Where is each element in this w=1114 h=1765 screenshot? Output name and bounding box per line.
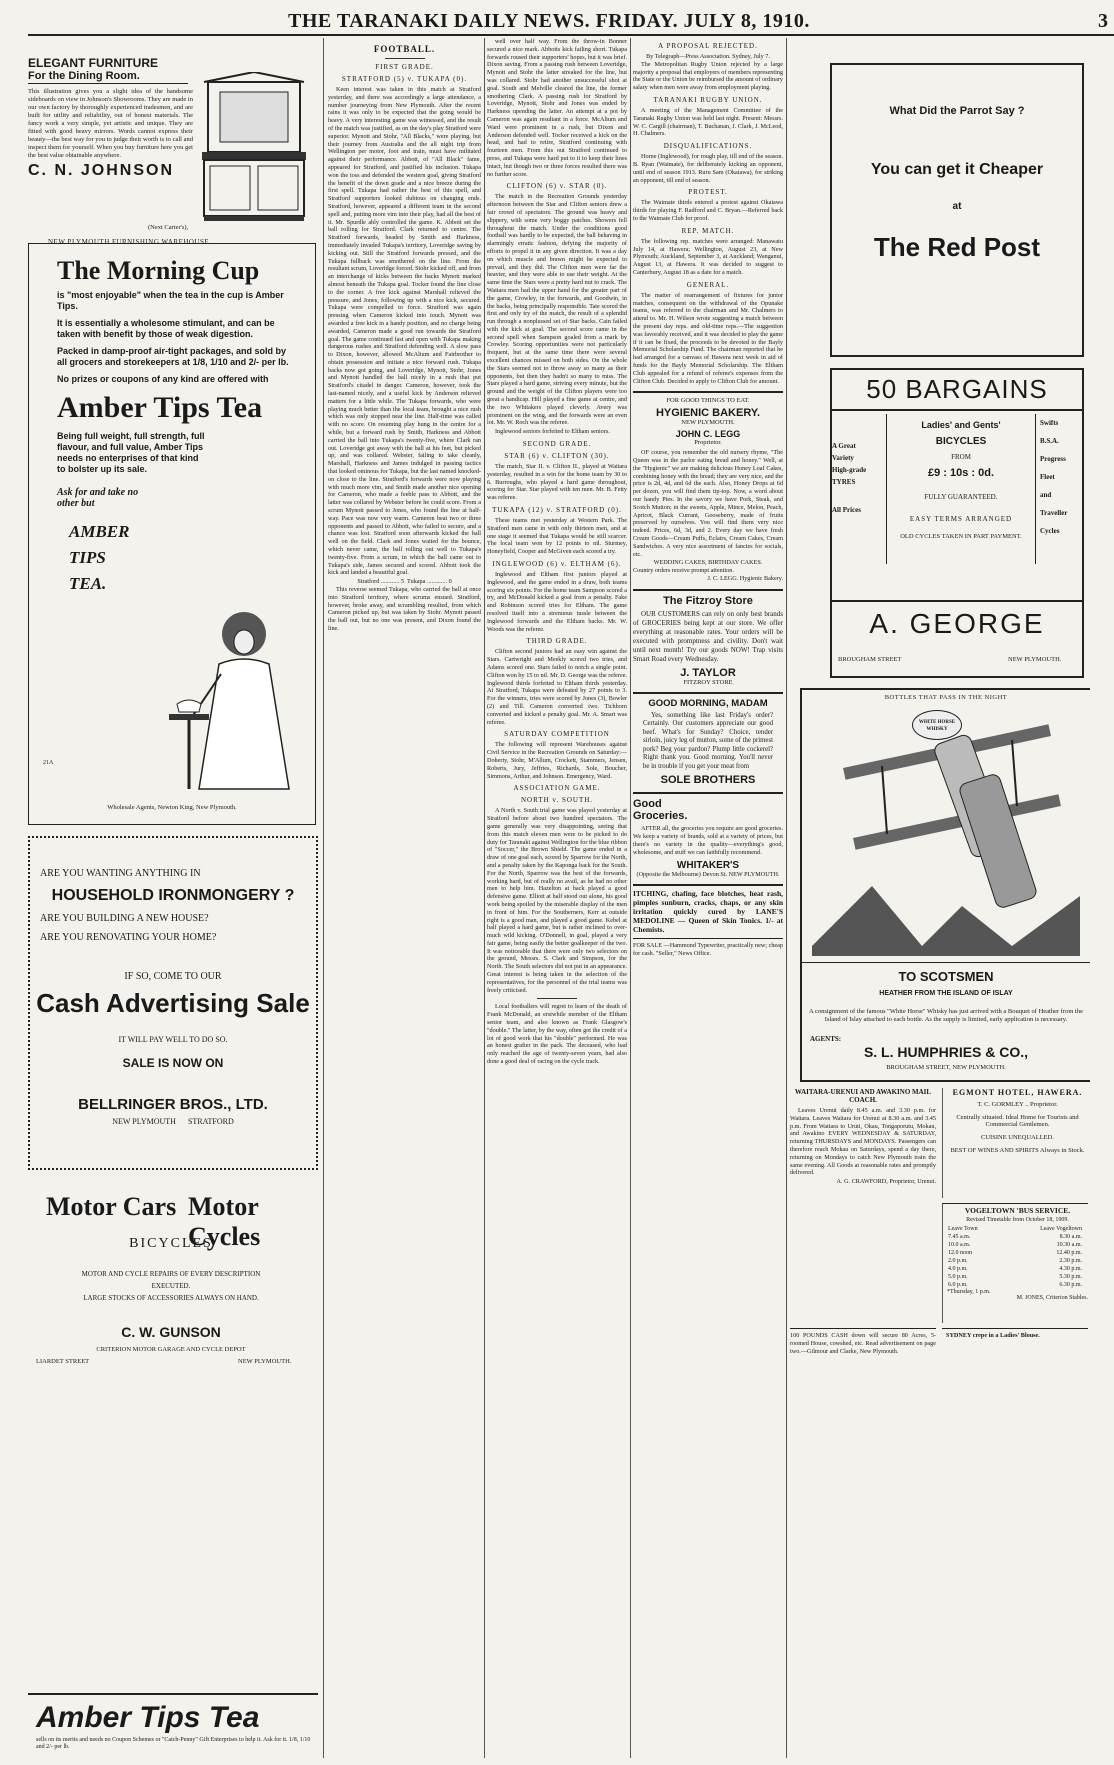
iron-sale-heading: Cash Advertising Sale <box>36 988 310 1018</box>
whitakers-advert <box>633 792 783 878</box>
bakery-advert <box>633 391 783 583</box>
hotel-line-2: CUISINE UNEQUALLED. <box>981 1134 1054 1141</box>
bus-time-out: 2.0 p.m. <box>948 1258 968 1264</box>
table-row <box>947 1273 1083 1281</box>
rep-match-heading: REP. MATCH. <box>681 226 735 235</box>
bakery-top: FOR GOOD THINGS TO EAT. <box>666 397 750 405</box>
property-advert <box>790 1328 936 1355</box>
blouse-text: SYDNEY crepe in a Ladies' Blouse. <box>946 1332 1040 1339</box>
bakery-town: NEW PLYMOUTH. <box>681 419 735 427</box>
rugby-union-heading: TARANAKI RUGBY UNION. <box>653 95 763 104</box>
tea-ask: Ask for and take no other but <box>57 487 139 509</box>
obituary-note: Local footballers will regret to learn of the death of Frank McDonald, an erstwhile member of the Eltham senior team, and also known as Frank Glasgow's "double." The latter, by the way, often got the credit of a lot of good work that his "double" performed. He was an honest grafter in the pack. The deceased, who had only reached the age of twenty-seven years, had also done a good deal of racing on the cycle track. <box>487 1003 627 1066</box>
whisky-top: BOTTLES THAT PASS IN THE NIGHT <box>884 694 1008 701</box>
motor-line-2: EXECUTED. <box>151 1282 191 1290</box>
fitzroy-heading: The Fitzroy Store <box>663 594 753 607</box>
forfeit-note: Inglewood seniors forfeited to Eltham seniors. <box>495 428 610 436</box>
bargains-left-list <box>832 414 884 516</box>
motor-line-3: LARGE STOCKS OF ACCESSORIES ALWAYS ON HAND. <box>83 1294 259 1302</box>
furniture-merchant: C. N. JOHNSON <box>28 162 175 179</box>
bargains-right-2: B.S.A. <box>1040 437 1059 445</box>
motor-line-1: MOTOR AND CYCLE REPAIRS OF EVERY DESCRIPTION <box>81 1270 261 1278</box>
star-clifton-heading: STAR (6) v. CLIFTON (30). <box>504 452 610 461</box>
bargains-right-7: Cycles <box>1040 527 1060 535</box>
whisky-subheading: HEATHER FROM THE ISLAND OF ISLAY <box>879 990 1013 997</box>
whit-body: AFTER all, the groceries you require are good groceries. We keep a variety of brands, sold at a variety of prices, but there's no variety in the quality—everything's good, wholesome, and stuff we can faithfully recommend. <box>633 825 783 856</box>
whisky-label: WHITE HORSE WHISKY <box>912 710 962 740</box>
whisky-agents: AGENTS: <box>810 1035 842 1043</box>
bargains-left-3: High-grade <box>832 466 867 474</box>
motor-advert <box>28 1188 314 1378</box>
bargains-left-1: A Great <box>832 442 856 450</box>
tea-para-1: is "most enjoyable" when the tea in the cup is Amber Tips. <box>57 290 284 311</box>
bus-time-back: 4.30 p.m. <box>1059 1266 1082 1272</box>
madam-advert <box>633 692 783 787</box>
bargains-left-2: Variety <box>832 454 854 462</box>
second-grade-heading: SECOND GRADE. <box>522 440 592 449</box>
football-heading: FOOTBALL. <box>373 44 436 54</box>
bargains-left-4: TYRES <box>832 478 856 486</box>
forsale-text: FOR SALE —Hammond Typewriter, practically new; cheap for cash. "Seller," News Office. <box>633 942 783 958</box>
bakery-wedding: WEDDING CAKES, BIRTHDAY CAKES. <box>653 559 763 567</box>
stratford-tukapa-heading: STRATFORD (5) v. TUKAPA (0). <box>341 75 468 83</box>
bus-time-out: 10.0 a.m. <box>948 1242 971 1248</box>
bargains-right-list <box>1040 414 1082 540</box>
bargains-terms: EASY TERMS ARRANGED <box>909 515 1013 523</box>
page-number: 3 <box>1098 10 1108 32</box>
iron-line-3: ARE YOU BUILDING A NEW HOUSE? <box>40 913 209 924</box>
inglewood-eltham-heading: INGLEWOOD (6) v. ELTHAM (6). <box>492 560 622 569</box>
bargains-town: NEW PLYMOUTH. <box>1008 656 1062 663</box>
hotel-proprietor: T. C. GORMLEY .. Proprietor. <box>977 1101 1058 1108</box>
bus-subheading: Revised Timetable from October 18, 1909. <box>966 1217 1069 1223</box>
itch-text: ITCHING, chafing, face blotches, heat rash, pimples sunburn, cracks, chaps, or any skin irritation quickly cured by LANE'S MEDOLINE — Queen of Skin Tonics. 1/- at Chemists. <box>633 889 783 935</box>
first-grade-heading: FIRST GRADE. <box>375 63 434 71</box>
hotel-advert <box>942 1088 1088 1198</box>
table-row <box>947 1257 1083 1265</box>
bargains-guarantee: FULLY GUARANTEED. <box>924 493 998 501</box>
iron-line-1: ARE YOU WANTING ANYTHING IN <box>40 868 201 879</box>
table-row <box>947 1281 1083 1289</box>
bus-heading: VOGELTOWN 'BUS SERVICE. <box>964 1206 1071 1215</box>
iron-line-2: HOUSEHOLD IRONMONGERY ? <box>51 887 295 904</box>
bakery-country: Country orders receive prompt attention. <box>633 567 734 575</box>
north-south-report: A North v. South trial game was played yesterday at Stratford before about two hundred spectators. The game generally was very disappointing, seeing that from this match eleven men were to be picked to do duty for Taranaki against Wellington for the blue ribbon of "Soccer," the Brown Shield. The game ended in a draw of one goal each, scored by Sparrow for the North, and a penalty taken by the Kaponga back for the South. For the North, Sparrow was the best of the forwards, working hard, but of really no avail, as he had no other men to help him. Hazelton at back played a good defensive game. Elliott at half stood out alone, his good work being spoiled by the miserable display of the men in front of him. For the Southerners, Kerr at outside right is a good man, and played a good game. Kebel at half played a hard game, but is rather inclined to over-much wild kicking. O'Donnell, in goal, played a very fair game, being easily the better goalkeeper of the two. It was noticeable that there were only two selectors on the ground, Messrs. S. Clark and Simpson, for the North. The South selectors did not put in an appearance. Great interest is being taken in the selection of the representatives, for the personnel of the trial teams was freely criticised. <box>487 807 627 994</box>
motor-line-5: CRITERION MOTOR GARAGE AND CYCLE DEPOT <box>96 1346 246 1353</box>
newspaper-title: THE TARANAKI DAILY NEWS. FRIDAY. JULY 8, 1910. <box>288 10 810 32</box>
rugby-news-column <box>633 38 783 1758</box>
column-rule <box>630 38 631 1758</box>
proposal-report: The Metropolitan Rugby Union rejected by a large majority a proposal that employers of members representing the State or the Union be reimbursed the amount of ordinary salary when men were away from employment playing. <box>633 60 783 92</box>
madam-name: SOLE BROTHERS <box>660 774 756 787</box>
motor-street: LIARDET STREET <box>36 1358 90 1365</box>
whisky-advert <box>800 688 1090 1082</box>
bus-sign: M. JONES, Criterion Stables. <box>1016 1295 1088 1301</box>
biplane-whisky-illustration-icon <box>812 706 1080 956</box>
coach-advert <box>790 1088 936 1318</box>
disqualifications-heading: DISQUALIFICATIONS. <box>663 142 753 151</box>
disqualifications-report: Horne (Inglewood), for rough play, till end of the season. B. Ryan (Waimate), for deliberately kicking an opponent, until end of season 1913. Ruru Sam (Okaiawa), for striking an opponent, till end of season. <box>633 153 783 184</box>
table-row <box>947 1249 1083 1257</box>
bargains-from: FROM <box>951 453 971 461</box>
dateline: By Telegraph—Press Association. Sydney, July 7. <box>646 53 770 60</box>
bus-time-back: 6.30 p.m. <box>1059 1282 1082 1288</box>
tea-brand: Amber Tips Tea <box>57 391 263 424</box>
column-rule <box>786 38 787 1758</box>
motor-cycles-heading: Motor Cycles <box>188 1192 261 1251</box>
bargains-price: £9 : 10s : 0d. <box>927 467 995 479</box>
ironmongery-advert <box>28 836 318 1170</box>
clifton-star-heading: CLIFTON (6) v. STAR (0). <box>506 182 608 191</box>
protest-heading: PROTEST. <box>688 188 728 197</box>
blouse-advert <box>942 1328 1088 1340</box>
table-row <box>947 1241 1083 1249</box>
whisky-merchant: S. L. HUMPHRIES & CO., <box>863 1044 1029 1060</box>
hotel-line-1: Centrally situated. Ideal Home for Tourists and Commercial Gentlemen. <box>956 1114 1079 1128</box>
forsale-advert <box>633 938 783 958</box>
column-rule <box>323 38 324 1758</box>
bus-time-back: 5.30 p.m. <box>1059 1274 1082 1280</box>
bus-timetable <box>947 1225 1083 1289</box>
match-score: Stratford ............ 5 Tukapa ............. 0 <box>357 578 452 586</box>
bargains-sub-2: BICYCLES <box>935 436 987 447</box>
bargains-right-4: Fleet <box>1040 473 1055 481</box>
sideboard-illustration-icon <box>198 72 310 222</box>
parrot-line-3: at <box>952 201 962 212</box>
bus-time-out: 12.0 noon <box>948 1250 972 1256</box>
coach-body: Leaves Urenui daily 8.45 a.m. and 3.30 p.m. for Waitara. Leaves Waitara for Urenui at 8.30 a.m. and 3.45 p.m. From Waitara to Uruti, Okau, Tongaporutu, Mokau, and Awakino EVERY WEDNESDAY & SATURDAY, returning THURSDAYS and MONDAYS. Passengers can therefore reach Mokau on Saturdays, spend a day there, returning on Mondays to catch New Plymouth train the same evening. All Goods at reasonable rates and promptly delivered. <box>790 1107 936 1177</box>
fitzroy-body: OUR CUSTOMERS can rely on only best brands of GROCERIES being kept at our store. We offer everything at reasonable rates. Your orders will be executed with promptness and civility. Don't wait until next month! Try our goods NOW! Trap visits Smart Road every Wednesday. <box>633 609 783 663</box>
bargains-old: OLD CYCLES TAKEN IN PART PAYMENT. <box>900 533 1022 540</box>
table-row <box>947 1265 1083 1273</box>
tea-para-2: It is essentially a wholesome stimulant, and can be taken with benefit by those of weak digestion. <box>57 318 275 339</box>
bargains-right-1: Swifts <box>1040 419 1059 427</box>
col3-report-1: well over half way. From the throw-in Bonner secured a nice mark. Abbotts kick failing short. Tukapa forwards roused their supporters' hopes, but it was brief. Dixon saving. From a passing rush between Loveridge, Mynott and Stohr the latter streaked for the line, but was collared. Stohr had another unsuccessful shot at goal. South and Melville cleared the line, the former smothering Clark. A passing rush for Stratford by Loveridge, Mynott, Stohr and Jones was ended by Harkness upending the latter. An attempt at a pot by Cameron was again resultant in a force. McAlium and Ward were prominent in a rush, but Dixon and Anderson defended well. Tocker received a kick on the head, and had to retire, Stratford continuing with fourteen men. From this out Stratford continued to press, and Tukapa were hard put to it to keep their lines intact, but though two or three forces resulted there was no further score. <box>487 38 627 178</box>
bus-time-back: 12.40 p.m. <box>1056 1250 1082 1256</box>
motor-bicycles: BICYCLES <box>129 1236 213 1251</box>
lady-with-teacup-illustration-icon <box>159 604 309 794</box>
bargains-sub-1: Ladies' and Gents' <box>921 420 1001 430</box>
iron-line-4: ARE YOU RENOVATING YOUR HOME? <box>40 932 217 943</box>
tea-side-block <box>69 519 315 597</box>
rep-match-report: The following rep. matches were arranged: Manawatu July 14, at Hawera; Wellington, August 23, at New Plymouth; Auckland, September 3, at Auckland; Wanganui, August 13, at Hawera. It was decided to suggest to Canterbury, August 18 as a date for a match. <box>633 237 783 276</box>
column-rule <box>484 38 485 1758</box>
bargains-merchant: A. GEORGE <box>832 600 1082 640</box>
coach-heading: WAITARA-URENUI AND AWAKINO MAIL COACH. <box>794 1088 932 1104</box>
bargains-right-6: Traveller <box>1040 509 1068 517</box>
bargains-advert <box>830 368 1084 678</box>
bus-time-out: 5.0 p.m. <box>948 1274 968 1280</box>
bus-time-back: 10.30 a.m. <box>1056 1242 1082 1248</box>
property-text: 100 POUNDS CASH down will secure 80 Acres, 5-roomed House, cowshed, etc. Read advertisement on page two.—Gilmour and Clarke, New Plymouth. <box>790 1332 936 1355</box>
whisky-body: A consignment of the famous "White Horse" Whisky has just arrived with a Bouquet of Heather from the Island of Islay attached to each bottle. As the supply is limited, early application is necessary. <box>809 1008 1083 1023</box>
whit-heading-2: Groceries. <box>633 810 688 823</box>
proposal-heading: A PROPOSAL REJECTED. <box>658 42 758 50</box>
tea-para-3: Packed in damp-proof air-tight packages, and sold by all grocers and storekeepers at 1/8, 1/10 and 2/- per lb. <box>57 346 289 367</box>
bus-col-1: Leave Town <box>948 1226 978 1232</box>
masthead <box>28 8 1114 36</box>
hotel-line-3: BEST OF WINES AND SPIRITS Always in Stock. <box>950 1147 1085 1154</box>
third-grade-report: Clifton second juniors had an easy win against the Stars. Cartwright and Meekly scored two tries, and Adams scored one. Stars failed to notch a single point. Clifton won by 15 to nil. Mr. D. George was the referee. Inglewood thirds forfeited to Eltham thirds yesterday. At Stratford, Tukapa were defeated by 27 points to 3. For the winners, tries were scored by Jones (3), Bowler (2) and Till. Cameron converted two. Tichborn converted and kicked a penalty goal. Mr. A. Smart was referee. <box>487 648 627 726</box>
protest-report: The Waimate thirds entered a protest against Okaiawa thirds for playing F. Radford and C. Bryan.—Referred back to the Waimate Club for proof. <box>633 199 783 222</box>
whisky-address: BROUGHAM STREET, NEW PLYMOUTH. <box>886 1064 1006 1071</box>
furniture-advert <box>28 56 318 256</box>
madam-body: Yes, something like last Friday's order? Certainly. Our customers appreciate our good beef. What's for Sunday? Choice, tender sirloin, juicy leg of mutton, some of the primest pork? Beg your pardon? Plump little cockerel? Right thank you. Good morning. You'll never be in trouble if you get your meat from <box>643 711 773 770</box>
parrot-line-2: You can get it Cheaper <box>870 161 1044 178</box>
iron-merchant: BELLRINGER BROS., LTD. <box>78 1096 268 1113</box>
coach-sign: A. G. CRAWFORD, Proprietor, Urenui. <box>836 1178 936 1186</box>
bus-advert <box>942 1203 1088 1323</box>
bargains-street: BROUGHAM STREET <box>838 656 902 663</box>
bakery-sign: J. C. LEGG. Hygienic Bakery. <box>707 575 783 583</box>
furniture-body: This illustration gives you a slight idea of the handsome sideboards on view in Johnson's Showrooms. They are made in our own factory by thoroughly experienced tradesmen, and are built for utility and reliability, out of honest materials. The fancy work a very simple, yet artistic and unique. They are fitted with good heavy mirrors. Words cannot express their beauty—the best way for you to judge their worth is to call and inspect them for yourself. When you buy furniture here you get the best value obtainable anywhere. <box>28 88 193 159</box>
iron-line-5: IF SO, COME TO OUR <box>124 971 222 982</box>
bargains-right-5: and <box>1040 491 1052 499</box>
bakery-proprietor-title: Proprietor. <box>694 439 722 447</box>
football-column-continued <box>487 38 627 1758</box>
whit-name: WHITAKER'S <box>676 859 740 871</box>
stratford-tukapa-report: Keen interest was taken in this match at Stratford yesterday, and there was accordingly a large attendance, a number journeying from New Plymouth. After the recent rains it was only to be expected that the going would be heavy. A very interesting game was witnessed, and the result of the match was justified, as on the day's play Stratford were superior. Mynott and Stohr, "All Blacks," were playing, but their journey from Australia and the all night trip from Wellington per motor, foot and train, must have militated against their performance. Abbott, of "All Black" fame, appeared for Stratford, and justified his inclusion. Tukapa won the toss and defended the western goal, giving Stratford the benefit of the down grade and a nice breeze during the first spell. Tukapa had rather the best of this spell, and Stratford supporters looked dubious on changing ends. Stratford, however, appeared a different team in the second spell and, putting more vim into their play, had all the best of it. Mr. Spurdle ably controlled the game. K. Abbott set the ball rolling for Stratford. Clark returned to centre. The Stratford forwards, headed by Smith and Harkness, immediately invaded Tukapa's territory, Loveridge saving by kicking out. Still the Stratford forwards pressed, and the Tukapa fullback was smothered on the line. From the resultant scrum, Loveridge forced. Stohr kicked off, and from an interchange of kicks between the backs Mynott marked almost beneath the Tukapa goal. Tocker found the line close to the corner. A free kick against Marshall relieved the pressure, and Jones, following up with a nice kick, secured. Tukapa were compelled to force. Stratford was again pressing when Cameron kicked into touch. Mynott was awarded a free kick in a handy position, and no charge being awarded, Cameron made a good run towards the Stratford goal. The game continued fast and open with Tukapa making dangerous rushes and Stratford defending well. A slow pass to Dixon, however, allowed McAlium and Fairbrother to obtain possession and initiate a nice forward rush. Tukapa backs now got going, and Loveridge, Mynott, Stohr, Jones and Mynott handled the ball nicely in a rush that put Stratford's citadel in danger. Cameron, however, took the last-named nicely, and a useful kick by Anderson relieved matters for a little while. The Tukapa forwards, who were playing much better than the local team, brought a nice rush which was only stopped near the line. Half-time was called with no score. On resuming play hung in the centre for a while, but a forward rush by Smith, Harkness and Abbott carried the ball into Tukapa's twenty-five, where Clark ran out. Loveridge got away with the ball at his feet, but picked up, and was collared. Webster, failing to take cleanly, Marshall, Harkness and James indulged in passing tactics that looked ominous for Tukapa, but the last named knocked-on close to the line. Stratford's forwards were now playing with much more vim, and Smith made another nice opening for Cameron, who made a feeble pass to Abbott, and the latter was collared by Webster before he could score. From a scrum Mynott passed to Jones, who found the line at half-way. Pace was now very warm. Cameron beat two or three opponents and passed to Abbott, who failed to secure, and a chance was lost. Stratford soon afterwards kicked the ball well on the field. Clark and Jones waited for the bounce, which never came, the ball rolling out well to Tukapa's twenty-five. From a scrum, in which the ball came out to Tukapa's side, James secured and scored. Abbott took the kick and landed a beautiful goal. <box>328 86 481 577</box>
tea-side-2: TIPS <box>69 548 106 567</box>
bakery-name: HYGIENIC BAKERY. <box>655 407 761 420</box>
bakery-proprietor: JOHN C. LEGG <box>675 429 741 440</box>
advert-column-right <box>790 38 1090 1758</box>
divider <box>537 998 577 999</box>
bakery-body: OF course, you remember the old nursery rhyme, "The Queen was in the parlor eating bread and honey." Well, at the "Hygienic" we are making delicious Honey Loaf Cakes, combining honey with the bread; they are very nice, and the price is 2d, 4d, and 6d the each. Also, Honey Drops at 6d per dozen, you will find them tip-top. Now, a word about our handy Pies. In the savory we have Pork, Steak, and Scotch Mutton; in the sweets, Apple, Mince, Melon, Peach, Apricot, Black Currant, Gooseberry, made of fruits preserved by ourselves. You will find them very nice indeed. Prices, 6d, 3d, and 2. Every day we have fresh Cream Goods—Cream Puffs, Eclairs, Cream Cakes, Cream Sandwiches. A very nice assortment of fancies for socials, etc. <box>633 449 783 558</box>
rugby-union-report: A meeting of the Management Committee of the Taranaki Rugby Union was held last night. Present: Messrs. W. C. Cargill (chairman), T. Buchanan, J. Clark, J. McLeod, H. Chalmers. <box>633 106 783 138</box>
football-column <box>328 38 481 1758</box>
bottom-tea-brand: Amber Tips Tea <box>36 1701 260 1734</box>
furniture-heading: ELEGANT FURNITURE <box>28 56 158 70</box>
iron-towns: NEW PLYMOUTH STRATFORD <box>112 1117 234 1126</box>
tea-code: 21A <box>43 760 54 766</box>
general-heading: GENERAL. <box>686 280 730 289</box>
parrot-advert <box>830 63 1084 357</box>
tea-side-3: TEA. <box>69 574 107 593</box>
bargains-right-3: Progress <box>1040 455 1066 463</box>
whit-heading-1: Good <box>633 798 662 811</box>
itch-advert <box>633 884 783 934</box>
bargains-left-5: All Prices <box>832 506 861 514</box>
whisky-heading: TO SCOTSMEN <box>802 962 1090 984</box>
divider <box>385 58 425 59</box>
fitzroy-advert <box>633 589 783 686</box>
tea-para-5: Being full weight, full strength, full flavour, and full value, Amber Tips needs no enterprises of that kind to bolster up its sale. <box>57 431 205 474</box>
bottom-tea-advert <box>28 1693 318 1757</box>
parrot-line-1: What Did the Parrot Say ? <box>889 105 1025 117</box>
advert-column-left <box>28 38 318 1758</box>
madam-heading: GOOD MORNING, MADAM <box>648 697 768 709</box>
star-clifton-report: The match, Star II. v. Clifton II., played at Waitara yesterday, resulted in a win for the home team by 30 to 6. Burroughs, who played a hard game throughout, scoring for Star. Star played with ten men. Mr. B. Fetty was referee. <box>487 463 627 502</box>
saturday-competition-report: The following will represent Warehouses against Civil Service in the Recreation Grounds on Saturday:—Doherty, Stohr, M'Allum, Crockett, Stammers, Jensen, Roberts, Jury, Jeffries, Richards, Sole, Boucher, Simmons, Arthur, and Johnson. Emergency, Ward. <box>487 741 627 780</box>
tea-heading: The Morning Cup <box>57 256 260 285</box>
clifton-star-report: The match in the Recreation Grounds yesterday afternoon between the Star and Clifton seniors drew a fair crowd of spectators. The ground was heavy and slippery, with some very boggy patches. Showers fell throughout the match. Under the conditions good football was hardly to be expected, the ball behaving in alarmingly erratic fashion, defying the majority of efforts to propel it in any given direction. It was a day on which muscle and brawn might be expected to prevail, and they did. The Clifton men were far the heavier, and they were able to use their weight. At the same time the Stars were a pretty hard nut to crack. The Waitara men had the upper hand for the greater part of the game, Crowley, in the forwards, and Goodwin, in the backs, being principally responsible. Tate scored the first and only try of the match, the result of a splendid run through a nonplussed set of Star backs. Cain failed with the kick at goal. The second score came in the second spell when Sampson goaled from a mark by Crowley. Scoring opportunities were not particularly frequent, but at the same time there were several excellent chances missed on both sides. On the whole the Stars seemed not to throw away so many as their opponents, but then they hadn't so many to miss. The Stars played a hard game, striving every minute, but the ground and the weight of the Clifton players were too great a handicap. Hill played a fine game at centre, and the two Whitakers played cleverly. Avery was prominent on the wing, and the forwards were an even lot. Mr. W. Roch was the referee. <box>487 193 627 427</box>
motor-cars-heading: Motor Cars <box>46 1192 177 1221</box>
general-report: The matter of rearrangement of fixtures for junior matches, consequent on the withdrawal of the Opunake teams, was referred to the chairman and Mr. Chalmers to attend to. Mr. H. Wilson wrote suggesting a match between the present day reps. and old-time reps.—The suggestion was favorably received, and it was decided to play the game if it can be fixed, the proceeds to be devoted to the Bayly Memorial Scholarship Fund. The chairman reported that he had arranged for a canvass of Hawera next week in aid of funds for the Bayly Memorial Scholarship. The Eltham Club appealed for a refund of referee's expenses from the Clifton Club. Decided to apply to Clifton Club for amount. <box>633 291 783 385</box>
fitzroy-name: J. TAYLOR <box>680 666 736 679</box>
table-row <box>947 1233 1083 1241</box>
tea-advert <box>28 243 316 825</box>
stratford-tukapa-tail: This reverse seemed Tukapa, who carried the ball at once into Stratford territory, where scrums ensued. Stratford, however, broke away, and scrambling resulted, from which Cameron picked up, but was taken by Stohr. Mynott passed the ball out, but no one was present, and Dixon found the line. <box>328 586 481 632</box>
iron-line-7: IT WILL PAY WELL TO DO SO. <box>118 1035 228 1044</box>
furniture-subheading: For the Dining Room. <box>28 70 188 84</box>
tea-para-4: No prizes or coupons of any kind are offered with <box>57 374 269 384</box>
whit-address: (Opposite the Melbourne) Devon St. NEW PLYMOUTH. <box>636 870 780 878</box>
bus-time-out: 7.45 a.m. <box>948 1234 971 1240</box>
motor-merchant: C. W. GUNSON <box>121 1324 221 1340</box>
saturday-competition-heading: SATURDAY COMPETITION <box>504 730 610 739</box>
bus-time-back: 2.30 p.m. <box>1059 1258 1082 1264</box>
bargains-center <box>886 414 1036 564</box>
bus-time-back: 8.30 a.m. <box>1059 1234 1082 1240</box>
association-heading: ASSOCIATION GAME. <box>513 784 601 793</box>
tea-side-1: AMBER <box>69 522 130 541</box>
tukapa-stratford-heading: TUKAPA (12) v. STRATFORD (0). <box>492 506 622 515</box>
bargains-heading: 50 BARGAINS <box>832 374 1082 411</box>
bus-thursday: *Thursday, 1 p.m. <box>947 1289 991 1295</box>
inglewood-eltham-report: Inglewood and Eltham first juniors played at Inglewood, and the game ended in a draw, both teams scoring six points. For the home team Sampson scored a try, and McDonald kicked a goal from a penalty. Fake and Robinson scored tries for Eltham. The game resolved itself into a strenuous tussle between the Inglewood forwards and the Eltham backs. Mr. W. Woods was the referee. <box>487 571 627 633</box>
tea-footer: Wholesale Agents, Newton King, New Plymouth. <box>107 804 237 811</box>
bus-col-2: Leave Vogeltown <box>1040 1226 1082 1232</box>
parrot-line-4: The Red Post <box>873 232 1041 262</box>
bus-time-out: 4.0 p.m. <box>948 1266 968 1272</box>
bus-header-row <box>947 1225 1083 1233</box>
bus-time-out: 6.0 p.m. <box>948 1282 968 1288</box>
furniture-address: NEW PLYMOUTH FURNISHING WAREHOUSE. <box>48 238 212 246</box>
third-grade-heading: THIRD GRADE. <box>526 637 588 646</box>
tukapa-stratford-report: These teams met yesterday at Western Park. The Stratford men came in with only thirteen men, and at one stage it seemed that Tukapa would be still scarcer. The local team won by 12 points to nil. Sturmey, Honeyfield, Cooper and McGiven each scored a try. <box>487 517 627 556</box>
furniture-note: (Next Carter's), <box>148 224 189 231</box>
bottom-tea-note: sells on its merits and needs no Coupon Schemes or "Catch-Penny" Gift Enterprises to help it. Ask for it. 1/8, 1/10 and 2/- per lb. <box>36 1737 311 1750</box>
north-south-heading: NORTH v. SOUTH. <box>520 796 594 805</box>
iron-line-8: SALE IS NOW ON <box>122 1056 224 1070</box>
hotel-heading: EGMONT HOTEL, HAWERA. <box>952 1088 1083 1097</box>
motor-town: NEW PLYMOUTH. <box>238 1358 292 1365</box>
fitzroy-sub: FITZROY STORE <box>683 678 733 686</box>
